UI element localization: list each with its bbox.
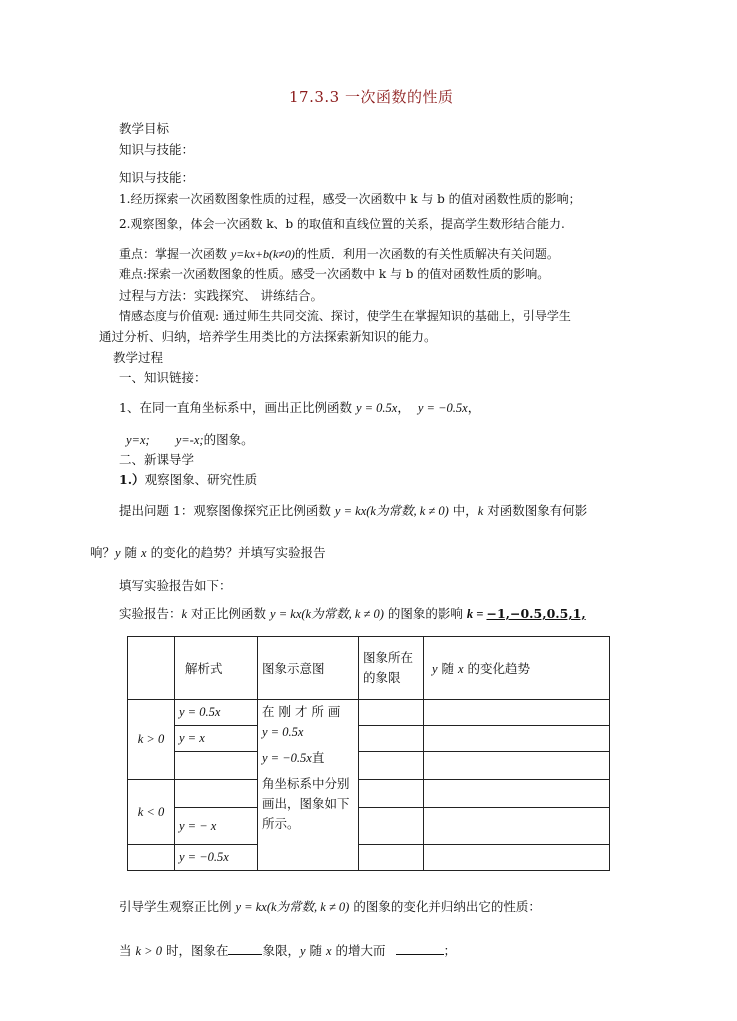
text: 的性质．利用一次函数的有关性质解决有关问题。	[294, 247, 559, 261]
table-cell	[128, 845, 175, 871]
formula: k	[477, 504, 484, 518]
section-heading: 一、知识链接：	[119, 370, 207, 385]
table-row	[128, 726, 610, 752]
difficulty-line: 难点:探索一次函数图象的性质。感受一次函数中 k 与 b 的值对函数性质的影响。	[119, 267, 550, 281]
formula: k =	[466, 607, 487, 621]
text: 响？	[90, 545, 116, 560]
text: ，	[397, 400, 410, 415]
table-header	[424, 637, 610, 700]
text: 提出问题 1：观察图像探究正比例函数	[119, 503, 335, 518]
table-header: 图象示意图	[258, 637, 359, 700]
formula: y = kx(k为常数, k ≠ 0)	[334, 504, 449, 518]
formula: y = kx(k为常数, k ≠ 0)	[235, 900, 350, 914]
text: 重点：掌握一次函数	[119, 247, 231, 261]
key-point-line	[119, 246, 559, 262]
sub-heading	[119, 472, 257, 488]
table-cell	[359, 845, 424, 871]
table-cell	[424, 752, 610, 780]
question-line	[90, 545, 326, 561]
table-cell	[175, 752, 258, 780]
formula: x	[325, 944, 332, 958]
formula: y	[432, 662, 438, 676]
table-cell	[424, 808, 610, 845]
text: 的增大而	[331, 943, 390, 958]
formula-cell: y = − x	[175, 808, 258, 845]
answer-blank[interactable]	[396, 942, 444, 955]
table-row	[128, 845, 610, 871]
table-row	[128, 700, 610, 726]
text-line: 填写实验报告如下：	[119, 578, 232, 593]
text: 象限，	[262, 943, 300, 958]
text: 随	[437, 661, 459, 676]
formula: y	[115, 546, 121, 560]
k-negative-label: k < 0	[128, 780, 175, 845]
k-positive-label: k > 0	[128, 700, 175, 780]
text: 观察图象、研究性质	[144, 472, 258, 487]
formula: k > 0	[135, 944, 162, 958]
text: 实验报告：	[119, 606, 182, 621]
text-line: 2.观察图象，体会一次函数 k、b 的取值和直线位置的关系，提高学生数形结合能力.	[119, 217, 565, 231]
text: 1.）	[119, 472, 145, 487]
text: 对函数图象有何影	[483, 503, 588, 518]
table-header: 图象所在的象限	[359, 637, 424, 700]
report-line	[119, 606, 586, 622]
formula: y=kx+b(k≠0)	[230, 247, 295, 261]
text: 的变化的趋势？并填写实验报告	[146, 545, 326, 560]
table-cell	[359, 780, 424, 808]
text: ，	[467, 400, 481, 415]
text-line: 通过分析、归纳，培养学生用类比的方法探索新知识的能力。	[99, 329, 437, 344]
table-row	[128, 752, 610, 780]
experiment-report-table	[127, 636, 610, 871]
text: 随	[305, 943, 326, 958]
formula-cell: y = −0.5x	[175, 845, 258, 871]
question-line	[119, 503, 587, 519]
table-cell	[424, 780, 610, 808]
table-row	[128, 808, 610, 845]
formula: y = 0.5x	[262, 725, 304, 739]
table-row	[128, 780, 610, 808]
task-line	[119, 400, 480, 416]
text: 的图象。	[203, 432, 254, 447]
table-cell	[424, 726, 610, 752]
formula: x	[141, 546, 147, 560]
formula: y = kx(k为常数, k ≠ 0)	[270, 607, 384, 621]
text-line: 1.经历探索一次函数图象性质的过程，感受一次函数中 k 与 b 的值对函数性质的影响；	[119, 192, 581, 206]
formula: k	[181, 607, 188, 621]
formula: y=x;	[126, 433, 150, 447]
section-heading: 二、新课导学	[119, 452, 195, 467]
answer-blank[interactable]	[228, 942, 262, 955]
text: ；	[443, 943, 457, 958]
text: 的图象的变化并归纳出它的性质：	[349, 899, 541, 914]
table-cell	[359, 726, 424, 752]
table-cell	[424, 700, 610, 726]
table-header-row	[128, 637, 610, 700]
text: 当	[119, 943, 136, 958]
table-cell	[175, 780, 258, 808]
table-cell	[128, 637, 175, 700]
text: 直	[311, 750, 325, 765]
formula-cell: y = x	[175, 726, 258, 752]
section-heading: 教学过程	[113, 350, 164, 365]
text-line: 知识与技能：	[119, 170, 195, 185]
text: 1、在同一直角坐标系中，画出正比例函数	[119, 400, 356, 415]
k-values: −1,−0.5,0.5,1,	[486, 606, 586, 621]
task-line	[126, 432, 254, 448]
formula-cell: y = 0.5x	[175, 700, 258, 726]
table-header: 解析式	[175, 637, 258, 700]
sketch-description-cell	[258, 700, 359, 871]
text: 的变化趋势	[463, 661, 531, 676]
text: 时，图象在	[161, 943, 229, 958]
text: 中，	[448, 503, 478, 518]
formula: y = −0.5x	[262, 751, 312, 765]
formula: y	[299, 944, 306, 958]
fill-blank-line	[119, 942, 456, 959]
guide-line	[119, 899, 541, 915]
table-cell	[359, 700, 424, 726]
text: 的图象的影响	[383, 606, 467, 621]
text: 引导学生观察正比例	[119, 899, 236, 914]
table-cell	[359, 752, 424, 780]
formula: y = 0.5x	[355, 401, 398, 415]
text: 在 刚 才 所 画	[262, 704, 341, 719]
text: 对正比例函数	[187, 606, 271, 621]
formula: y = −0.5x	[417, 401, 468, 415]
formula: y=-x;	[175, 433, 204, 447]
text-line: 情感态度与价值观: 通过师生共同交流、探讨，使学生在掌握知识的基础上，引导学生	[119, 309, 571, 323]
text-line: 过程与方法：实践探究、 讲练结合。	[119, 288, 323, 303]
text: 随	[120, 545, 142, 560]
section-heading: 教学目标	[119, 121, 170, 136]
table-cell	[424, 845, 610, 871]
page-title: 17.3.3 一次函数的性质	[289, 88, 454, 106]
table-cell	[359, 808, 424, 845]
formula: x	[458, 662, 464, 676]
text: 角坐标系中分别画出，图象如下所示。	[262, 776, 350, 831]
text-line: 知识与技能：	[119, 142, 195, 157]
